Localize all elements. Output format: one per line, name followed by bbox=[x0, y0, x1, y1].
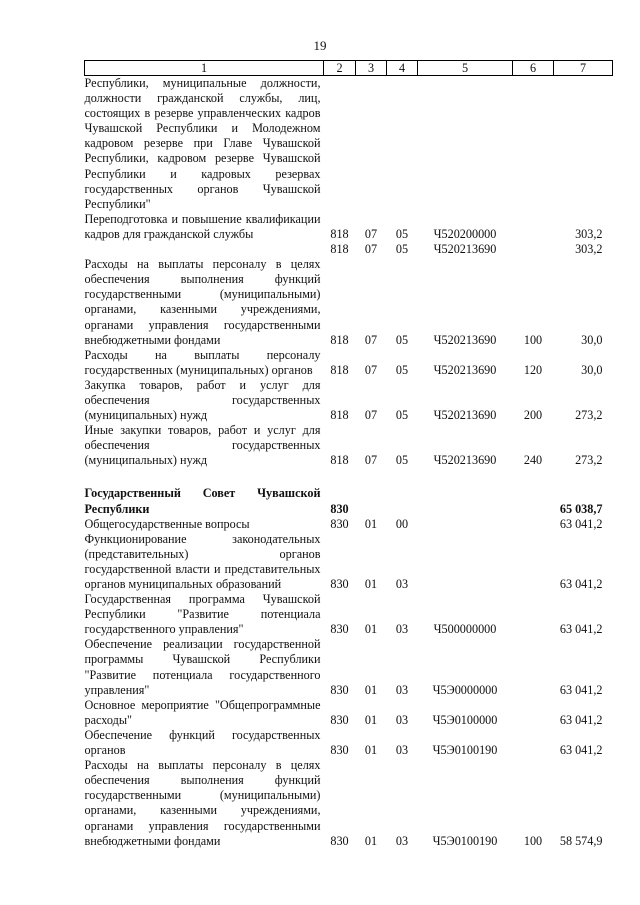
section-code: 01 bbox=[364, 622, 378, 637]
table-row bbox=[85, 728, 613, 758]
table-body bbox=[85, 76, 613, 849]
subsection-code: 05 bbox=[395, 453, 409, 468]
target-article-code: Ч520213690 bbox=[433, 242, 497, 257]
amount: 63 041,2 bbox=[559, 712, 603, 727]
item-name: Расходы на выплаты персоналу в целях обеспечения выполнения функций государственными (муниципальными) органами, казенными учреждениями, органами управления государственными внебюджетными фондами bbox=[84, 758, 321, 848]
column-header: 5 bbox=[418, 61, 513, 76]
target-article-code: Ч5Э0000000 bbox=[432, 682, 498, 697]
section-code: 01 bbox=[364, 712, 378, 727]
amount: 273,2 bbox=[575, 408, 603, 423]
section-code: 07 bbox=[364, 332, 378, 347]
item-name: Обеспечение функций государственных органов bbox=[84, 727, 321, 758]
amount: 63 041,2 bbox=[559, 577, 603, 591]
column-header: 2 bbox=[324, 61, 356, 76]
amount: 30,0 bbox=[581, 362, 603, 377]
expense-type-code bbox=[513, 532, 554, 592]
subsection-code: 00 bbox=[395, 516, 409, 531]
ministry-code: 830 bbox=[330, 622, 349, 637]
ministry-code: 818 bbox=[330, 408, 349, 423]
ministry-code: 830 bbox=[330, 516, 349, 531]
item-name bbox=[85, 242, 324, 257]
expense-type-code bbox=[513, 76, 554, 212]
subsection-code: 03 bbox=[395, 833, 409, 848]
subsection-code bbox=[387, 76, 418, 212]
section-code: 07 bbox=[364, 408, 378, 423]
target-article-code bbox=[418, 517, 513, 532]
item-name: Общегосударственные вопросы bbox=[84, 516, 250, 531]
target-article-code bbox=[418, 76, 513, 212]
table-row bbox=[85, 698, 613, 728]
expense-type-code bbox=[513, 637, 554, 697]
section-code: 07 bbox=[364, 362, 378, 377]
item-name: Иные закупки товаров, работ и услуг для обеспечения государственных (муниципальных) нужд bbox=[84, 423, 321, 468]
target-article-code bbox=[418, 486, 513, 516]
budget-table bbox=[84, 60, 613, 849]
ministry-code: 830 bbox=[330, 682, 349, 697]
table-row bbox=[85, 592, 613, 637]
ministry-code bbox=[324, 76, 356, 212]
page-number: 19 bbox=[313, 38, 327, 53]
item-name: Основное мероприятие "Общепрограммные расходы" bbox=[84, 697, 321, 727]
amount: 273,2 bbox=[575, 453, 603, 468]
target-article-code: Ч520200000 bbox=[433, 226, 497, 241]
subsection-code: 03 bbox=[395, 682, 409, 697]
expense-type-code: 100 bbox=[523, 332, 543, 347]
target-article-code: Ч520213690 bbox=[433, 332, 497, 347]
table-row bbox=[85, 242, 613, 257]
expense-type-code: 240 bbox=[523, 453, 543, 468]
amount: 63 041,2 bbox=[559, 743, 603, 758]
expense-type-code bbox=[513, 592, 554, 637]
expense-type-code: 200 bbox=[523, 408, 543, 423]
amount: 58 574,9 bbox=[559, 833, 603, 848]
amount bbox=[554, 76, 613, 212]
section-code: 01 bbox=[364, 577, 378, 591]
ministry-code: 818 bbox=[330, 453, 349, 468]
ministry-code: 818 bbox=[330, 362, 349, 377]
spacer-row bbox=[85, 468, 613, 486]
ministry-code: 818 bbox=[330, 332, 349, 347]
item-name: Государственный Совет Чувашской Республики bbox=[84, 486, 321, 516]
target-article-code: Ч5Э0100000 bbox=[432, 712, 498, 727]
subsection-code: 03 bbox=[395, 622, 409, 637]
spacer-cell bbox=[85, 468, 613, 486]
target-article-code: Ч520213690 bbox=[433, 408, 497, 423]
section-code bbox=[356, 76, 387, 212]
section-code: 07 bbox=[364, 226, 378, 241]
subsection-code: 05 bbox=[395, 362, 409, 377]
item-name: Функционирование законодательных (представительных) органов государственной власти и представительных органов муниципальных образований bbox=[84, 531, 321, 591]
section-code bbox=[356, 486, 387, 516]
amount: 63 041,2 bbox=[559, 682, 603, 697]
target-article-code: Ч520213690 bbox=[433, 453, 497, 468]
subsection-code: 05 bbox=[395, 226, 409, 241]
subsection-code: 05 bbox=[395, 332, 409, 347]
header-row bbox=[85, 61, 613, 76]
expense-type-code: 120 bbox=[523, 362, 543, 377]
subsection-code bbox=[387, 486, 418, 516]
section-code: 07 bbox=[364, 453, 378, 468]
table-row bbox=[85, 758, 613, 849]
expense-type-code bbox=[513, 212, 554, 242]
ministry-code: 830 bbox=[330, 577, 349, 591]
table-row bbox=[85, 517, 613, 532]
item-name: Расходы на выплаты персоналу государственных (муниципальных) органов bbox=[84, 347, 321, 377]
amount: 303,2 bbox=[575, 226, 603, 241]
amount: 63 041,2 bbox=[559, 516, 603, 531]
table-row bbox=[85, 532, 613, 592]
target-article-code: Ч520213690 bbox=[433, 362, 497, 377]
item-name: Закупка товаров, работ и услуг для обеспечения государственных (муниципальных) нужд bbox=[84, 377, 321, 423]
subsection-code: 05 bbox=[395, 242, 409, 257]
table-row bbox=[85, 637, 613, 697]
item-name: Республики, муниципальные должности, должности гражданской службы, лиц, состоящих в резерве управленческих кадров Чувашской Республики и Молодежном кадровом резерве при Главе Чувашской Республики, кадровом резерве Чувашской Республики и кадровых резервах государственных органов Чувашской Республики" bbox=[84, 76, 321, 211]
ministry-code: 818 bbox=[330, 226, 349, 241]
section-code: 01 bbox=[364, 833, 378, 848]
table-row bbox=[85, 378, 613, 423]
section-code: 07 bbox=[364, 242, 378, 257]
item-name: Расходы на выплаты персоналу в целях обеспечения выполнения функций государственными (муниципальными) органами, казенными учреждениями, органами управления государственными внебюджетными фондами bbox=[84, 257, 321, 347]
subsection-code: 03 bbox=[395, 712, 409, 727]
expense-type-code bbox=[513, 486, 554, 516]
subsection-code: 03 bbox=[395, 743, 409, 758]
target-article-code: Ч5Э0100190 bbox=[432, 833, 498, 848]
ministry-code: 830 bbox=[330, 712, 349, 727]
amount: 65 038,7 bbox=[559, 501, 603, 516]
ministry-code: 830 bbox=[330, 743, 349, 758]
section-code: 01 bbox=[364, 743, 378, 758]
amount: 63 041,2 bbox=[559, 622, 603, 637]
expense-type-code: 100 bbox=[523, 833, 543, 848]
target-article-code bbox=[418, 532, 513, 592]
ministry-code: 830 bbox=[330, 501, 349, 516]
section-code: 01 bbox=[364, 682, 378, 697]
ministry-code: 818 bbox=[330, 242, 349, 257]
target-article-code: Ч5Э0100190 bbox=[432, 743, 498, 758]
column-header: 1 bbox=[85, 61, 324, 76]
column-header: 3 bbox=[356, 61, 387, 76]
column-header: 7 bbox=[554, 61, 613, 76]
expense-type-code bbox=[513, 517, 554, 532]
table-row bbox=[85, 257, 613, 348]
subsection-code: 05 bbox=[395, 408, 409, 423]
column-header: 6 bbox=[513, 61, 554, 76]
expense-type-code bbox=[513, 698, 554, 728]
table-row bbox=[85, 348, 613, 378]
item-name: Переподготовка и повышение квалификации кадров для гражданской службы bbox=[84, 211, 321, 241]
item-name: Государственная программа Чувашской Республики "Развитие потенциала государственного управления" bbox=[84, 592, 321, 637]
table-row bbox=[85, 76, 613, 212]
expense-type-code bbox=[513, 728, 554, 758]
target-article-code: Ч500000000 bbox=[433, 622, 497, 637]
expense-type-code bbox=[513, 242, 554, 257]
ministry-code: 830 bbox=[330, 833, 349, 848]
amount: 303,2 bbox=[575, 242, 603, 257]
column-header: 4 bbox=[387, 61, 418, 76]
table-row bbox=[85, 212, 613, 242]
subsection-code: 03 bbox=[395, 577, 409, 591]
amount: 30,0 bbox=[581, 332, 603, 347]
section-code: 01 bbox=[364, 516, 378, 531]
item-name: Обеспечение реализации государственной программы Чувашской Республики "Развитие потенциала государственного управления" bbox=[84, 637, 321, 697]
table-row bbox=[85, 486, 613, 516]
table-row bbox=[85, 423, 613, 468]
